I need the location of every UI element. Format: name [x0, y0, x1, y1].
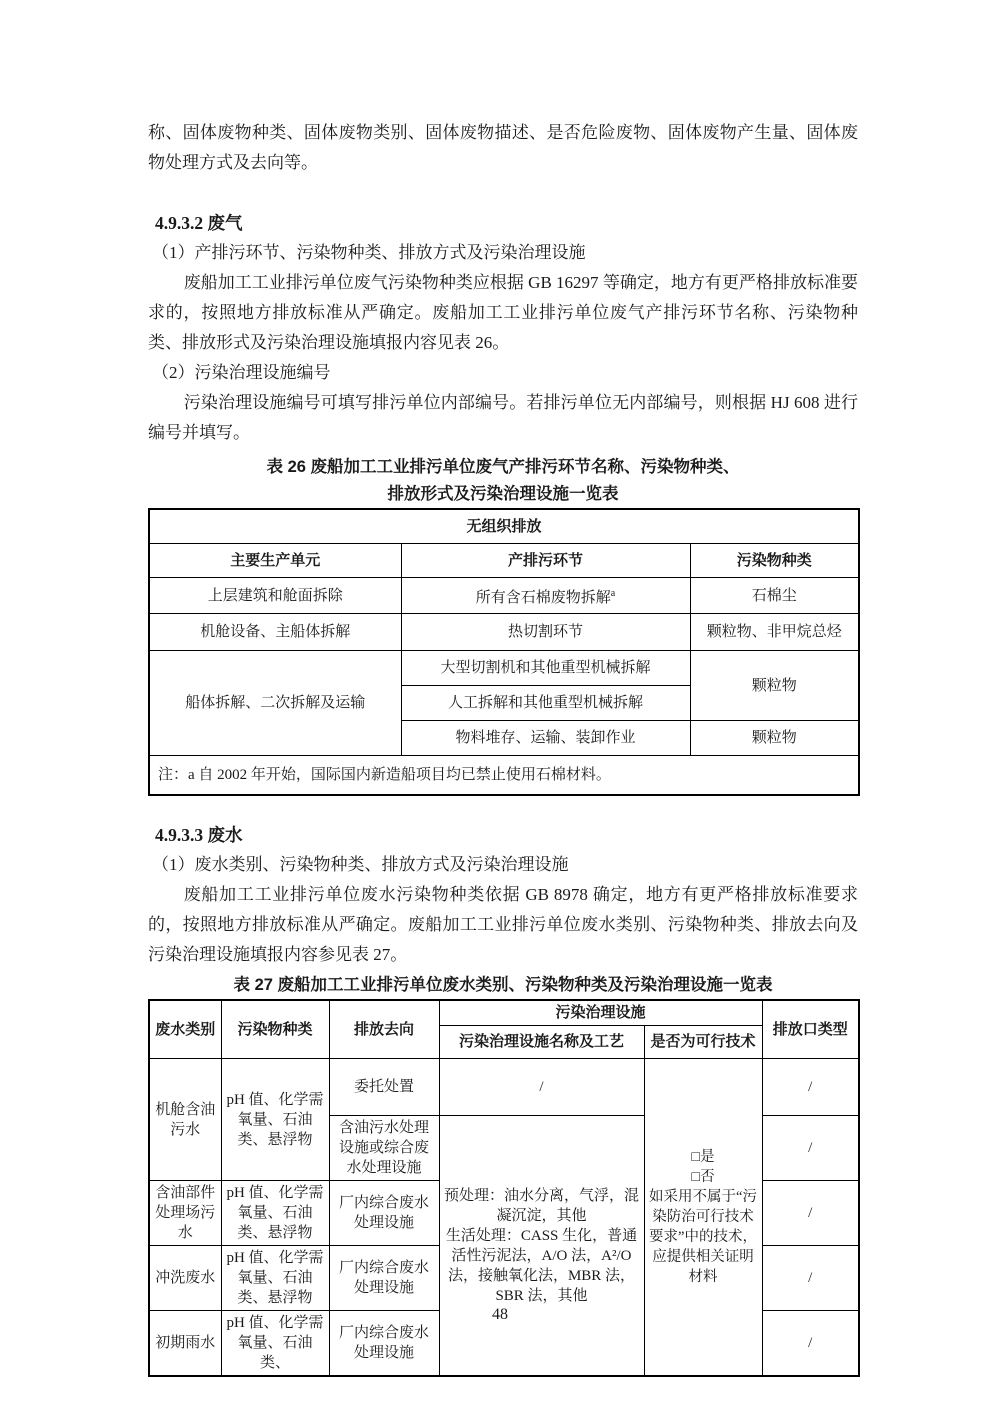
table-27-header-dest: 排放去向: [329, 1000, 439, 1059]
table-cell-process: [401, 578, 690, 614]
table-cell-pollutants: pH 值、化学需氧量、石油类、悬浮物: [221, 1181, 329, 1246]
table-row: [149, 756, 859, 796]
gas-paragraph-2: 污染治理设施编号可填写排污单位内部编号。若排污单位无内部编号，则根据 HJ 608 进行编号并填写。: [148, 393, 858, 442]
gas-paragraph-1: 废船加工工业排污单位废气污染物种类应根据 GB 16297 等确定，地方有更严格排放标准要求的，按照地方排放标准从严确定。废船加工工业排污单位废气产排污环节名称、污染物种类、排放形式及污染治理设施填报内容见表 26。: [148, 273, 858, 352]
table-cell-process: 热切割环节: [401, 614, 690, 651]
table-26: [148, 508, 860, 796]
table-cell-facility-slash: /: [439, 1059, 644, 1116]
table-cell-treatment: [439, 1116, 644, 1377]
section-heading-wastewater: 4.9.3.3 废水: [155, 825, 243, 845]
process-text: 所有含石棉废物拆解: [475, 589, 611, 606]
table-cell-dest: 厂内综合废水处理设施: [329, 1311, 439, 1377]
table-cell-feasible: [644, 1059, 762, 1377]
table-cell-pollutant: 颗粒物: [690, 721, 859, 756]
table-cell-pollutant: 颗粒物: [690, 651, 859, 721]
table-27-title: 表 27 废船加工工业排污单位废水类别、污染物种类及污染治理设施一览表: [233, 976, 773, 994]
table-row: [149, 578, 859, 614]
treatment-bio: 生活处理：CASS 生化，普通活性污泥法，A/O 法，A²/O 法，接触氧化法，MBR 法，SBR 法，其他: [445, 1227, 638, 1304]
table-cell-outlet-slash: /: [762, 1246, 859, 1311]
table-cell-type: 机舱含油污水: [149, 1059, 221, 1181]
table-cell-process: 人工拆解和其他重型机械拆解: [401, 686, 690, 721]
gas-item-1: （1）产排污环节、污染物种类、排放方式及污染治理设施: [152, 243, 586, 262]
table-cell-type: 冲洗废水: [149, 1246, 221, 1311]
intro-paragraph: 称、固体废物种类、固体废物类别、固体废物描述、是否危险废物、固体废物产生量、固体废物处理方式及去向等。: [148, 123, 858, 172]
table-26-title-line2: 排放形式及污染治理设施一览表: [387, 485, 619, 503]
table-row: [149, 614, 859, 651]
table-cell-type: 初期雨水: [149, 1311, 221, 1377]
table-cell-process: 大型切割机和其他重型机械拆解: [401, 651, 690, 686]
table-26-header-pollutant: 污染物种类: [690, 544, 859, 578]
table-cell-outlet-slash: /: [762, 1181, 859, 1246]
table-cell-outlet-slash: /: [762, 1059, 859, 1116]
gas-item-2: （2）污染治理设施编号: [152, 363, 331, 382]
table-26-banner: 无组织排放: [149, 509, 859, 544]
table-cell-pollutant: 石棉尘: [690, 578, 859, 614]
checkbox-no: □否: [691, 1169, 715, 1185]
table-27-header-treatment-group: 污染治理设施: [439, 1000, 762, 1026]
table-26-note: 注：a 自 2002 年开始，国际国内新造船项目均已禁止使用石棉材料。: [149, 756, 859, 796]
water-paragraph-1: 废船加工工业排污单位废水污染物种类依据 GB 8978 确定，地方有更严格排放标准要求的，按照地方排放标准从严确定。废船加工工业排污单位废水类别、污染物种类、排放去向及污染治理设施填报内容参见表 27。: [148, 885, 858, 964]
table-cell-pollutants: pH 值、化学需氧量、石油类、: [221, 1311, 329, 1377]
table-cell-outlet-slash: /: [762, 1116, 859, 1181]
table-cell-unit: 上层建筑和舱面拆除: [149, 578, 401, 614]
table-26-title-line1: 表 26 废船加工工业排污单位废气产排污环节名称、污染物种类、: [266, 458, 740, 476]
page-number: 48: [492, 1306, 508, 1323]
table-cell-dest: 含油污水处理设施或综合废水处理设施: [329, 1116, 439, 1181]
table-cell-dest: 委托处置: [329, 1059, 439, 1116]
footnote-marker: a: [610, 587, 616, 599]
table-cell-pollutant: 颗粒物、非甲烷总烃: [690, 614, 859, 651]
table-27-header-type: 废水类别: [149, 1000, 221, 1059]
table-cell-process: 物料堆存、运输、装卸作业: [401, 721, 690, 756]
table-cell-dest: 厂内综合废水处理设施: [329, 1181, 439, 1246]
table-26-header-unit: 主要生产单元: [149, 544, 401, 578]
table-27-header-pollutant: 污染物种类: [221, 1000, 329, 1059]
page-content: [148, 118, 858, 1377]
table-cell-unit: 机舱设备、主船体拆解: [149, 614, 401, 651]
table-27-header-facility-name: 污染治理设施名称及工艺: [439, 1026, 644, 1059]
treatment-pre: 预处理：油水分离，气浮，混凝沉淀，其他: [443, 1187, 639, 1224]
checkbox-yes: □是: [691, 1149, 715, 1165]
feasible-note: 如采用不属于“污染防治可行技术要求”中的技术，应提供相关证明材料: [649, 1189, 757, 1285]
table-cell-pollutants: pH 值、化学需氧量、石油类、悬浮物: [221, 1059, 329, 1181]
table-row: [149, 651, 859, 686]
water-item-1: （1）废水类别、污染物种类、排放方式及污染治理设施: [152, 855, 569, 874]
table-27-header-feasible: 是否为可行技术: [644, 1026, 762, 1059]
table-cell-dest: 厂内综合废水处理设施: [329, 1246, 439, 1311]
table-cell-outlet-slash: /: [762, 1311, 859, 1377]
table-cell-type: 含油部件处理场污水: [149, 1181, 221, 1246]
table-cell-pollutants: pH 值、化学需氧量、石油类、悬浮物: [221, 1246, 329, 1311]
section-heading-waste-gas: 4.9.3.2 废气: [155, 213, 243, 233]
table-cell-unit: 船体拆解、二次拆解及运输: [149, 651, 401, 756]
table-row: [149, 1059, 859, 1116]
table-26-header-process: 产排污环节: [401, 544, 690, 578]
table-27-header-outlet: 排放口类型: [762, 1000, 859, 1059]
